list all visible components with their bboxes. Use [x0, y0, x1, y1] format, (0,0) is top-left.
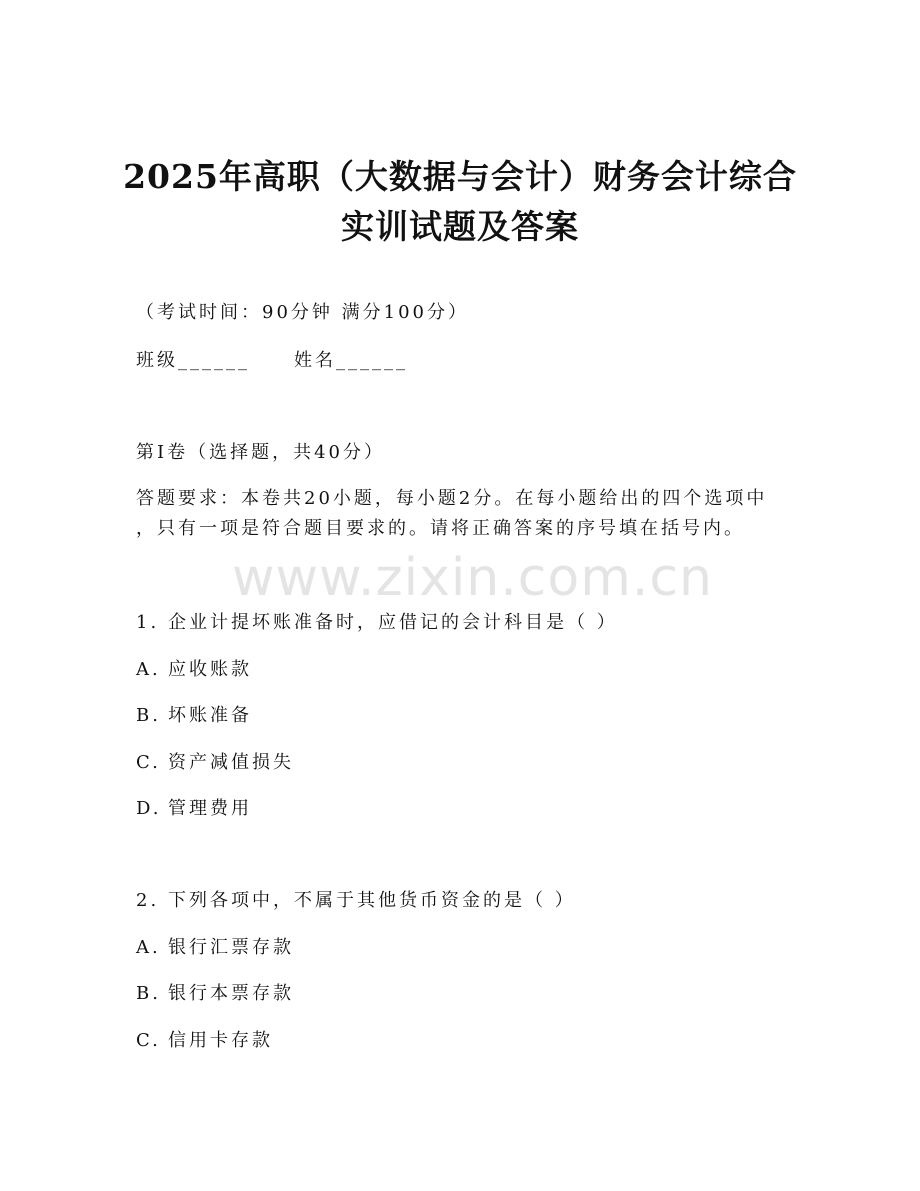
section-title: 第I卷（选择题，共40分） — [136, 442, 386, 463]
option-label: B. — [136, 705, 161, 726]
question-number: 1. — [136, 612, 160, 633]
question-1-option-b — [136, 703, 252, 729]
question-2-option-a — [136, 935, 294, 961]
option-label: A. — [136, 937, 161, 958]
question-1-option-d — [136, 796, 252, 822]
option-text: 银行汇票存款 — [168, 937, 294, 958]
option-label: C. — [136, 1030, 161, 1051]
option-label: A. — [136, 659, 161, 680]
question-text: 下列各项中，不属于其他货币资金的是（ ） — [168, 890, 576, 911]
instruction-line-2: ，只有一项是符合题目要求的。请将正确答案的序号填在括号内。 — [136, 518, 745, 539]
question-1-option-c — [136, 750, 294, 776]
option-label: D. — [136, 798, 162, 819]
watermark: www.zixin.com.cn — [232, 548, 713, 608]
option-text: 管理费用 — [168, 798, 252, 819]
question-number: 2. — [136, 890, 160, 911]
option-label: B. — [136, 983, 161, 1004]
question-1-option-a — [136, 657, 252, 683]
option-label: C. — [136, 752, 161, 773]
option-text: 银行本票存款 — [168, 983, 294, 1004]
question-text: 企业计提坏账准备时，应借记的会计科目是（ ） — [168, 612, 618, 633]
question-2-option-c — [136, 1028, 273, 1054]
document-title-line2: 实训试题及答案 — [341, 207, 579, 246]
instruction-line-1: 答题要求：本卷共20小题，每小题2分。在每小题给出的四个选项中 — [136, 488, 768, 509]
option-text: 资产减值损失 — [168, 752, 294, 773]
document-title-line1: 2025年高职（大数据与会计）财务会计综合 — [123, 157, 797, 196]
option-text: 信用卡存款 — [168, 1030, 273, 1051]
option-text: 应收账款 — [168, 659, 252, 680]
option-text: 坏账准备 — [168, 705, 252, 726]
name-field: 姓名______ — [294, 350, 408, 371]
question-1 — [136, 610, 618, 636]
exam-info: （考试时间：90分钟 满分100分） — [136, 302, 469, 323]
class-field: 班级______ — [136, 350, 250, 371]
question-2-option-b — [136, 981, 294, 1007]
question-2 — [136, 888, 576, 914]
